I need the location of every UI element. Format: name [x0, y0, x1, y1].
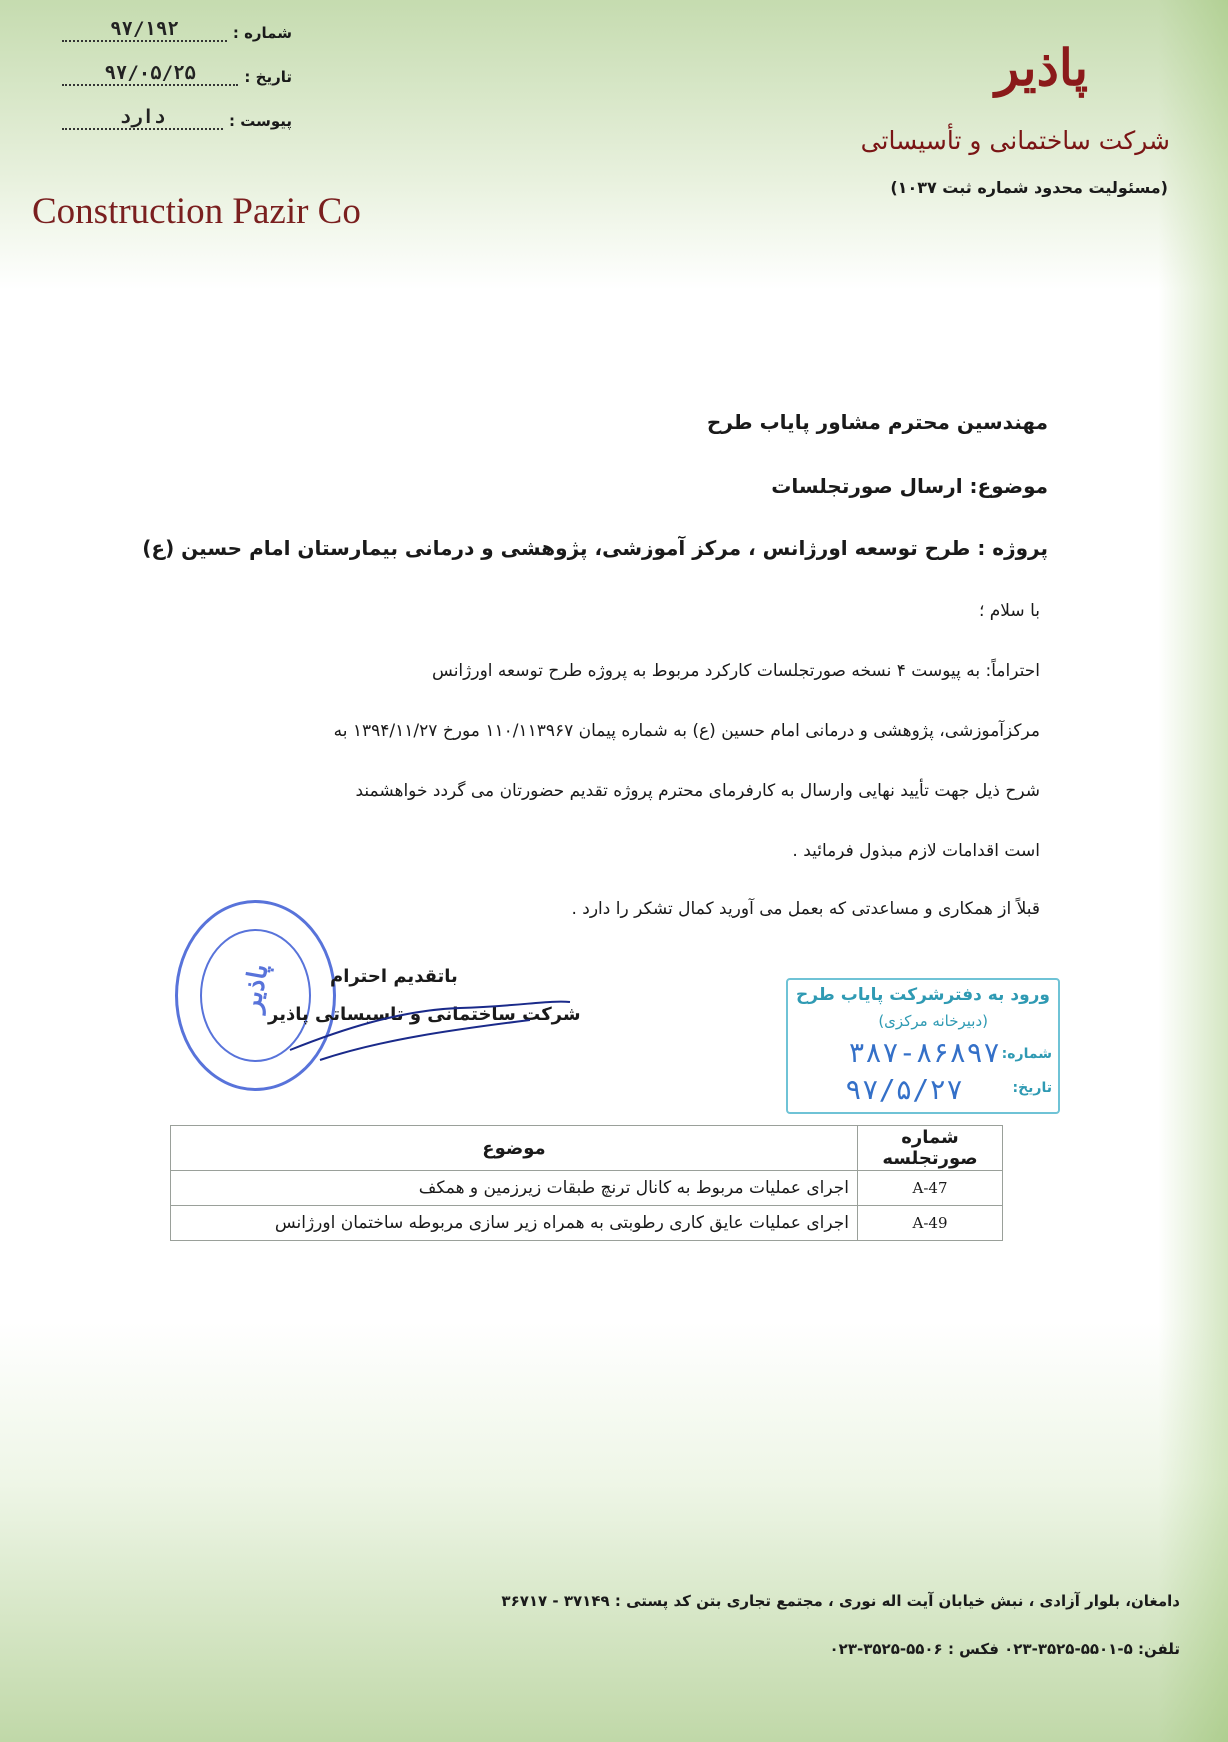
letter-number-field: [62, 14, 292, 42]
company-logo-text: پاذیر: [995, 38, 1088, 97]
company-registration: (مسئولیت محدود شماره ثبت ۱۰۳۷): [890, 178, 1168, 197]
letter-date-value: ۹۷/۰۵/۲۵: [62, 62, 238, 86]
minutes-table: [170, 1125, 1003, 1241]
letter-subject: موضوع: ارسال صورتجلسات: [771, 474, 1048, 498]
minutes-subject-cell: اجرای عملیات عایق کاری رطوبتی به همراه زیر سازی مربوطه ساختمان اورژانس: [171, 1206, 858, 1241]
receipt-subtitle: (دبیرخانه مرکزی): [878, 1012, 988, 1030]
receipt-date-value: ۹۷/۵/۲۷: [844, 1073, 963, 1106]
letter-body-line: مرکزآموزشی، پژوهشی و درمانی امام حسین (ع) به شماره پیمان ۱۱۰/۱۱۳۹۶۷ مورخ ۱۳۹۴/۱۱/۲۷ به: [333, 721, 1040, 741]
receipt-number-value: ۳۸۷-۸۶۸۹۷: [848, 1036, 1000, 1069]
signature-regards: باتقدیم احترام: [330, 966, 458, 987]
letter-date-field: [62, 58, 292, 86]
receipt-date-label: تاریخ:: [1012, 1080, 1052, 1096]
column-header-number: شماره صورتجلسه: [858, 1126, 1003, 1171]
letter-date-label: تاریخ :: [244, 68, 292, 86]
table-row: [171, 1206, 1003, 1241]
company-name-english: Construction Pazir Co: [32, 191, 361, 232]
seal-text: پاذیر: [236, 961, 275, 1015]
minutes-subject-cell: اجرای عملیات مربوط به کانال ترنچ طبقات زیرزمین و همکف: [171, 1171, 858, 1206]
footer-phones: تلفن: ۵-۵۵۰۱-۳۵۲۵-۰۲۳ فکس : ۵۵۰۶-۳۵۲۵-۰۲۳: [829, 1640, 1180, 1658]
letter-greeting: با سلام ؛: [978, 601, 1040, 621]
handwritten-signature: [280, 990, 580, 1070]
footer-address: دامغان، بلوار آزادی ، نبش خیابان آیت اله نوری ، مجتمع تجاری بتن کد پستی : ۳۷۱۴۹ - ۳۶۷۱۷: [501, 1592, 1180, 1610]
receipt-stamp: [786, 978, 1060, 1114]
letter-body-line: است اقدامات لازم مبذول فرمائید .: [792, 841, 1040, 861]
letter-project: پروژه : طرح توسعه اورژانس ، مرکز آموزشی، پژوهشی و درمانی بیمارستان امام حسین (ع): [142, 536, 1048, 560]
letter-body-line: احتراماً: به پیوست ۴ نسخه صورتجلسات کارکرد مربوط به پروژه طرح توسعه اورژانس: [432, 661, 1040, 681]
company-subtitle: شرکت ساختمانی و تأسیساتی: [860, 126, 1170, 155]
letter-attachment-value: دارد: [62, 106, 223, 130]
minutes-number-cell: A-49: [858, 1206, 1003, 1241]
letter-attachment-field: [62, 102, 292, 130]
letter-number-label: شماره :: [232, 24, 292, 42]
letter-body-line: شرح ذیل جهت تأیید نهایی وارسال به کارفرمای محترم پروژه تقدیم حضورتان می گردد خواهشمند: [355, 781, 1040, 801]
receipt-number-label: شماره:: [1001, 1046, 1052, 1062]
letter-number-value: ۹۷/۱۹۲: [62, 18, 227, 42]
minutes-number-cell: A-47: [858, 1171, 1003, 1206]
letter-recipient: مهندسین محترم مشاور پایاب طرح: [706, 410, 1048, 434]
table-header-row: [171, 1126, 1003, 1171]
signature-company: شرکت ساختمانی و تاسیساتی پاذیر: [268, 1004, 581, 1025]
letter-closing: قبلاً از همکاری و مساعدتی که بعمل می آورید کمال تشکر را دارد .: [571, 899, 1040, 919]
letter-attachment-label: پیوست :: [228, 112, 292, 130]
column-header-subject: موضوع: [171, 1126, 858, 1171]
table-row: [171, 1171, 1003, 1206]
receipt-title: ورود به دفترشرکت پایاب طرح: [795, 985, 1050, 1005]
